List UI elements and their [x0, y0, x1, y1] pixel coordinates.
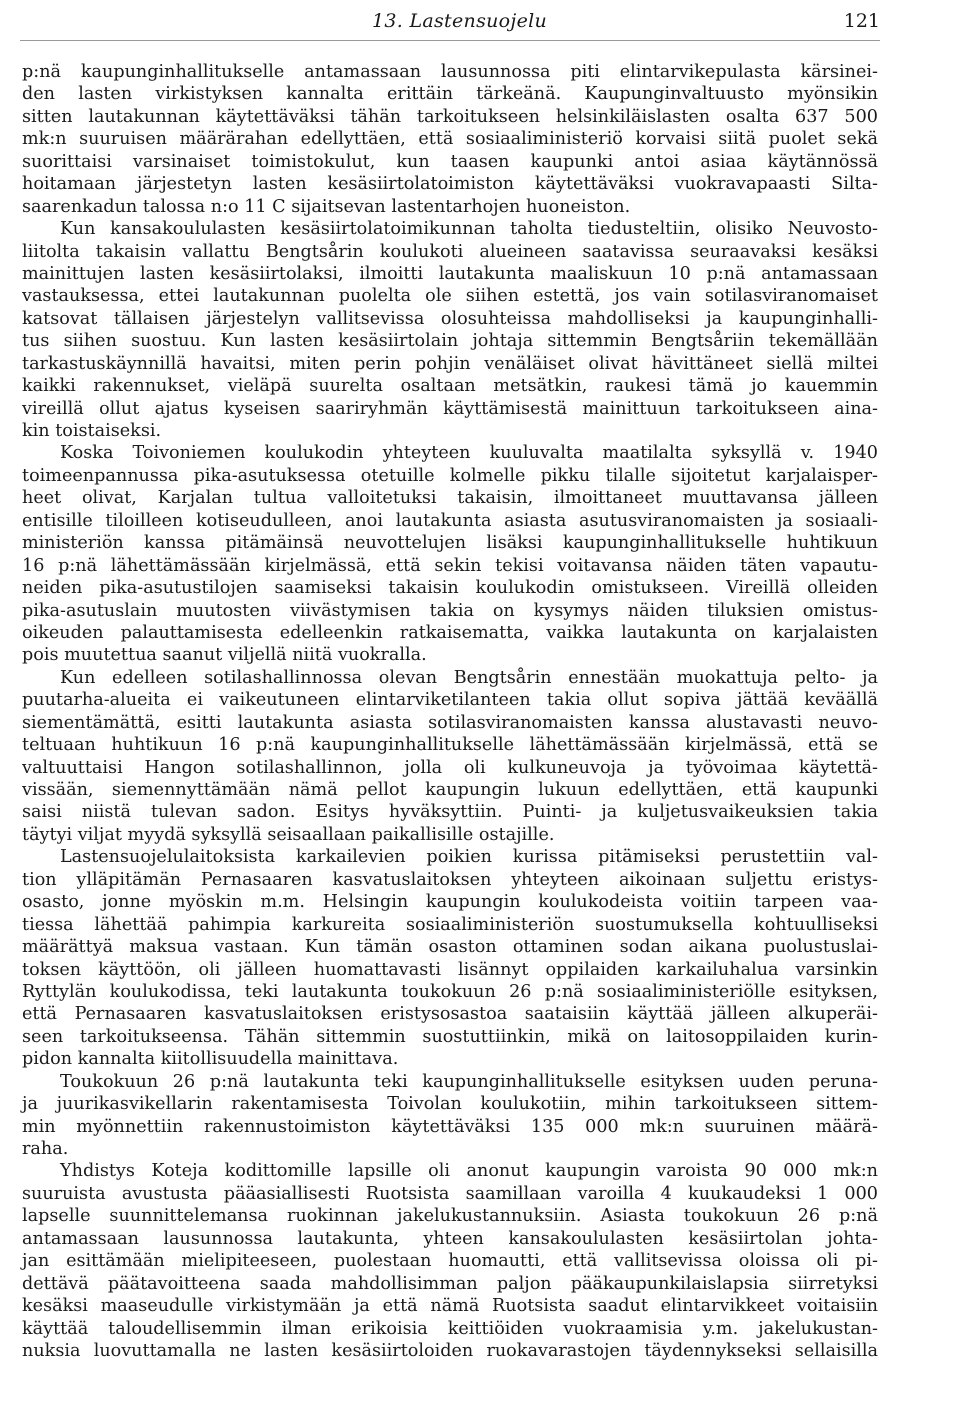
paragraph	[22, 442, 878, 666]
text-line: ja juurikasvikellarin rakentamisesta Toivolan koulukotiin, mihin tarkoitukseen sittem-	[22, 1094, 878, 1115]
text-line: Kun kansakoululasten kesäsiirtolatoimikunnan taholta tiedusteltiin, olisiko Neuvosto-	[60, 219, 878, 240]
text-line: sitten lautakunnan käytettäväksi tähän tarkoitukseen helsinkiläislasten osalta 637 500	[22, 106, 878, 127]
text-line: suuruista avustusta pääasiallisesti Ruotsista saamillaan varoilla 4 kuukaudeksi 1 000	[22, 1183, 878, 1204]
text-line: oikeuden palauttamisesta edelleenkin ratkaisematta, vaikka lautakunta on karjalaisten	[22, 622, 878, 643]
text-line: vastauksessa, ettei lautakunnan puolelta ole siihen estettä, jos vain sotilasviranomaiset	[22, 286, 878, 307]
text-line: että Pernasaaren kasvatuslaitoksen eristysosastoa saataisiin käyttää jälleen alkuperäi-	[22, 1004, 878, 1025]
paragraph	[22, 61, 878, 218]
text-line: jan esittämään mielipiteeseen, puolestaan huomautti, että vallitsevissa oloissa oli pi-	[22, 1251, 878, 1272]
text-line: antamassaan lausunnossa lautakunta, yhteen kansakoululasten kesäsiirtolan johta-	[22, 1228, 878, 1249]
page-number: 121	[843, 10, 880, 32]
text-line: raha.	[22, 1139, 69, 1159]
paragraph	[22, 1160, 878, 1362]
text-line: lapselle suunnittelemansa ruokinnan jakelukustannuksiin. Asiasta toukokuun 26 p:nä	[22, 1206, 878, 1227]
text-line: kesäksi maaseudulle virkistymään ja että nämä Ruotsista saadut elintarvikkeet voitaisiin	[22, 1296, 878, 1317]
text-line: suorittaisi varsinaiset toimistokulut, kun taasen kaupunki antoi asiaa käytännössä	[22, 151, 878, 172]
text-line: vireillä ollut ajatus kyseisen saariryhmän käyttämisestä mainittuun tarkoitukseen aina-	[22, 398, 878, 419]
text-line: siementämättä, esitti lautakunta asiasta sotilasviranomaisten kanssa alustavasti neuvo-	[22, 712, 878, 733]
text-line: kin toistaiseksi.	[22, 421, 162, 441]
body-text	[22, 61, 878, 1362]
text-line: osasto, jonne myöskin m.m. Helsingin kaupungin koulukodeista voitiin tarpeen vaa-	[22, 892, 878, 913]
text-line: käyttää taloudellisemmin ilman erikoisia keittiöiden vuokraamisia y.m. jakelukustan-	[22, 1318, 878, 1339]
text-line: Lastensuojelulaitoksista karkailevien poikien kurissa pitämiseksi perustettiin val-	[60, 847, 878, 868]
text-line: mk:n suuruisen määrärahan edellyttäen, että sosiaaliministeriö korvaisi siitä puolet sekä	[22, 129, 878, 150]
text-line: valtuuttaisi Hangon sotilashallinnon, jolla oli kulkuneuvoja ja työvoimaa käytettä-	[22, 757, 878, 778]
text-line: täytyi viljat myydä syksyllä seisaallaan paikallisille ostajille.	[22, 824, 555, 845]
text-line: 16 p:nä lähettämässään kirjelmässä, että sekin tekisi voitavansa näiden täten vapautu-	[22, 555, 878, 576]
running-header	[0, 4, 960, 36]
text-line: tus siihen suostuu. Kun lasten kesäsiirtolain johtaja sittemmin Bengtsåriin tekemällään	[22, 331, 878, 352]
text-line: tarkastuskäynnillä havaitsi, miten perin pohjin venäläiset olivat hävittäneet siellä miltei	[22, 353, 878, 374]
text-line: nuksia luovuttamalla ne lasten kesäsiirtoloiden ruokavarastojen täydennykseksi sellaisilla	[22, 1340, 878, 1361]
text-line: Toukokuun 26 p:nä lautakunta teki kaupunginhallitukselle esityksen uuden peruna-	[60, 1071, 878, 1092]
text-line: dettävä päätavoitteena saada mahdollisimman paljon pääkaupunkilaislapsia siirretyksi	[22, 1273, 878, 1294]
text-line: saisi niistä tulevan sadon. Esitys hyväksyttiin. Puinti- ja kuljetusvaikeuksien takia	[22, 802, 878, 823]
text-line: vissään, siemennyttämään nämä pellot kaupungin lukuun edellyttäen, että kaupunki	[22, 780, 878, 800]
text-line: pois muutettua saanut viljellä niitä vuokralla.	[22, 645, 427, 666]
text-line: hoitamaan järjestetyn lasten kesäsiirtolatoimiston käytettäväksi vuokravapaasti Silta-	[22, 174, 878, 195]
header-rule	[20, 40, 880, 41]
text-line: seen tarkoitukseensa. Tähän sittemmin suostuttiinkin, mikä on laitosoppilaiden kurin-	[22, 1026, 878, 1047]
text-line: toimeenpannussa pika-asutuksessa otetuille kolmelle pikku tilalle sijoitetut karjalaisper-	[22, 465, 878, 486]
text-line: ministeriön kanssa pitämäinsä neuvottelujen lisäksi kaupunginhallitukselle huhtikuun	[22, 533, 878, 554]
text-line: määrättyä maksua vastaan. Kun tämän osaston ottaminen sodan aikana puolustuslai-	[22, 937, 878, 958]
text-line: entisille tiloilleen kotiseudulleen, anoi lautakunta asiasta asutusviranomaisten ja sosiaali-	[22, 510, 878, 531]
section-title: 13. Lastensuojelu	[372, 10, 548, 32]
paragraph	[22, 846, 878, 1070]
text-line: Koska Toivoniemen koulukodin yhteyteen kuuluvalta maatilalta syksyllä v. 1940	[60, 443, 878, 464]
text-line: neiden pika-asutustilojen saamiseksi takaisin koulukodin omistukseen. Vireillä olleiden	[22, 578, 878, 599]
text-line: p:nä kaupunginhallitukselle antamassaan lausunnossa piti elintarvikepulasta kärsinei-	[22, 62, 878, 82]
text-line: tion ylläpitämän Pernasaaren kasvatuslaitoksen yhteyteen aikoinaan suljettu eristys-	[22, 869, 878, 890]
text-line: tiessa lähettää pahimpia karkureita sosiaaliministeriön suostumuksella kohtuulliseksi	[22, 914, 878, 935]
text-line: kaikki rakennukset, vieläpä suurelta osaltaan metsätkin, raukesi tämä jo kauemmin	[22, 376, 878, 397]
text-line: heet olivat, Karjalan tultua valloitetuksi takaisin, ilmoittaneet muuttavansa jälleen	[22, 488, 878, 509]
text-line: puutarha-alueita ei vaikeutuneen elintarviketilanteen takia ollut sopiva jättää keväällä	[22, 690, 878, 711]
text-line: min myönnettiin rakennustoimiston käytettäväksi 135 000 mk:n suuruinen määrä-	[22, 1116, 878, 1137]
text-line: Ryttylän koulukodissa, teki lautakunta toukokuun 26 p:nä sosiaaliministeriölle esityksen,	[22, 981, 878, 1002]
text-line: Yhdistys Koteja kodittomille lapsille oli anonut kaupungin varoista 90 000 mk:n	[60, 1161, 878, 1182]
text-line: saarenkadun talossa n:o 11 C sijaitsevan lastentarhojen huoneiston.	[22, 196, 631, 217]
text-line: liitolta takaisin vallattu Bengtsårin koulukoti alueineen saatavissa seuraavaksi kesäksi	[22, 241, 878, 262]
text-line: pidon kannalta kiitollisuudella mainittava.	[22, 1049, 399, 1070]
text-line: katsovat tällaisen järjestelyn vallitsevissa olosuhteissa mahdolliseksi ja kaupunginhalli-	[22, 308, 878, 329]
text-line: teltuaan huhtikuun 16 p:nä kaupunginhallitukselle lähettämässään kirjelmässä, että se	[22, 735, 878, 756]
text-line: den lasten virkistyksen kannalta erittäin tärkeänä. Kaupunginvaltuusto myönsikin	[22, 84, 878, 105]
text-line: Kun edelleen sotilashallinnossa olevan Bengtsårin ennestään muokattuja pelto- ja	[60, 667, 878, 688]
paragraph	[22, 1071, 878, 1161]
text-line: mainittujen lasten kesäsiirtolaksi, ilmoitti lautakunta maaliskuun 10 p:nä antamassaan	[22, 263, 878, 284]
text-line: pika-asutuslain muutosten viivästymisen takia on kysymys näiden tiluksien omistus-	[22, 600, 878, 621]
text-line: toksen käyttöön, oli jälleen huomattavasti lisännyt oppilaiden karkailuhalua varsinkin	[22, 959, 878, 980]
paragraph	[22, 218, 878, 442]
paragraph	[22, 667, 878, 847]
